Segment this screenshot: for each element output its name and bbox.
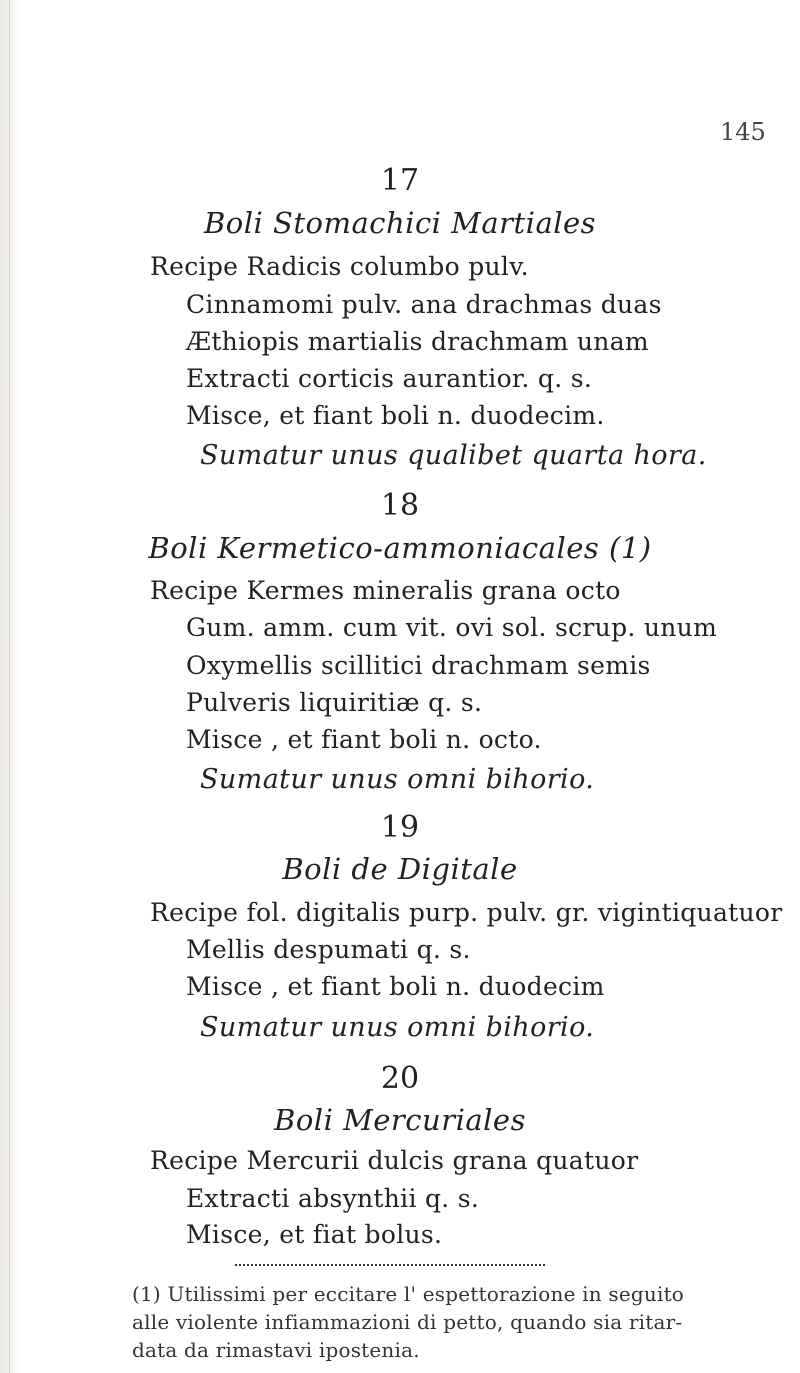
recipe-direction: Sumatur unus qualibet quarta hora. — [200, 440, 707, 471]
page-number: 145 — [720, 118, 766, 146]
recipe-number: 19 — [380, 810, 420, 845]
footnote-line: alle violente infiammazioni di petto, quando sia ritar- — [132, 1310, 683, 1334]
recipe-number: 20 — [380, 1061, 420, 1096]
recipe-line: Recipe Radicis columbo pulv. — [150, 252, 529, 281]
recipe-line: Recipe Mercurii dulcis grana quatuor — [150, 1146, 639, 1175]
recipe-line: Misce, et fiat bolus. — [186, 1220, 443, 1249]
recipe-line: Recipe fol. digitalis purp. pulv. gr. vigintiquatuor — [150, 898, 783, 927]
recipe-line: Cinnamomi pulv. ana drachmas duas — [186, 290, 662, 319]
recipe-line: Mellis despumati q. s. — [186, 935, 471, 964]
recipe-number: 17 — [380, 163, 420, 198]
footnote-divider — [235, 1264, 545, 1266]
recipe-number: 18 — [380, 488, 420, 523]
recipe-line: Oxymellis scillitici drachmam semis — [186, 651, 651, 680]
recipe-title: Boli de Digitale — [282, 852, 518, 886]
recipe-line: Misce , et fiant boli n. octo. — [186, 725, 542, 754]
recipe-title: Boli Stomachici Martiales — [203, 206, 597, 240]
recipe-line: Recipe Kermes mineralis grana octo — [150, 576, 621, 605]
footnote-line: data da rimastavi ipostenia. — [132, 1338, 420, 1362]
recipe-line: Pulveris liquiritiæ q. s. — [186, 688, 483, 717]
recipe-line: Misce, et fiant boli n. duodecim. — [186, 401, 605, 430]
recipe-line: Gum. amm. cum vit. ovi sol. scrup. unum — [186, 613, 718, 642]
recipe-line: Extracti absynthii q. s. — [186, 1184, 480, 1213]
recipe-line: Extracti corticis aurantior. q. s. — [186, 364, 593, 393]
recipe-direction: Sumatur unus omni bihorio. — [200, 1012, 595, 1043]
recipe-line: Misce , et fiant boli n. duodecim — [186, 972, 605, 1001]
recipe-line: Æthiopis martialis drachmam unam — [186, 327, 649, 356]
footnote-line: (1) Utilissimi per eccitare l' espettorazione in seguito — [132, 1282, 685, 1306]
recipe-direction: Sumatur unus omni bihorio. — [200, 764, 595, 795]
recipe-title: Boli Kermetico-ammoniacales (1) — [148, 531, 652, 565]
recipe-title: Boli Mercuriales — [274, 1103, 526, 1137]
